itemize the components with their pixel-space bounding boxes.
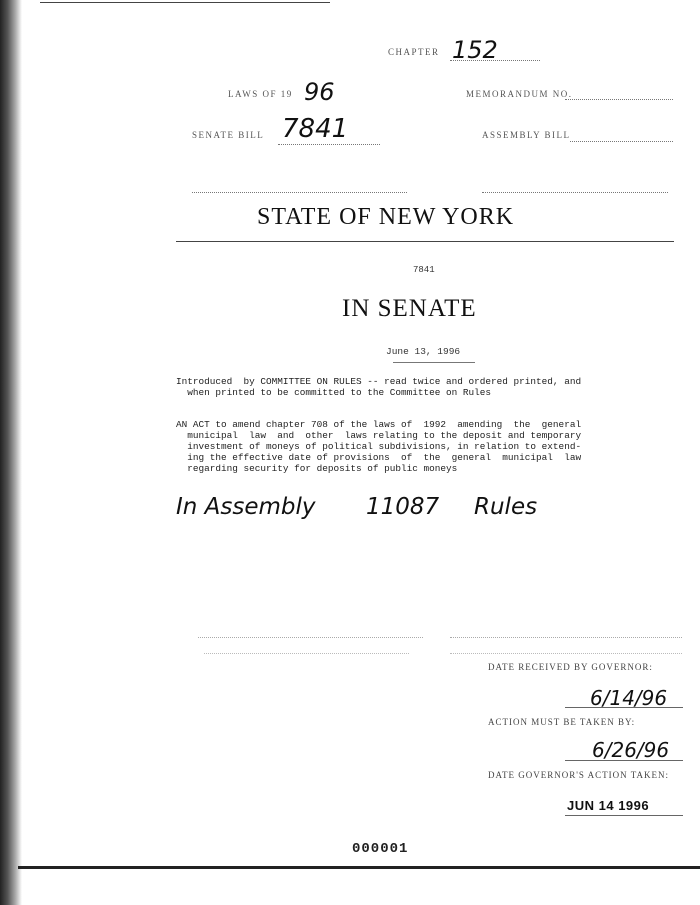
handwritten-assembly-number: 11087: [366, 494, 440, 520]
chamber-title: IN SENATE: [342, 295, 477, 322]
act-line-5: regarding security for deposits of public moneys: [176, 463, 458, 474]
introduced-line-1: Introduced by COMMITTEE ON RULES -- read twice and ordered printed, and: [176, 376, 582, 387]
laws-label: LAWS OF 19: [228, 89, 293, 99]
chapter-label: CHAPTER: [388, 47, 440, 57]
senate-bill-label: SENATE BILL: [192, 130, 265, 140]
state-title: STATE OF NEW YORK: [257, 204, 515, 230]
handwritten-rules: Rules: [474, 494, 538, 520]
chapter-value: 152: [452, 36, 498, 64]
senate-bill-value: 7841: [282, 114, 349, 144]
lower-separator-left-2: [204, 653, 409, 654]
header-separator-right: [482, 192, 668, 193]
memorandum-label: MEMORANDUM NO.: [466, 89, 573, 99]
date-received-line: [565, 707, 683, 708]
chapter-line: [450, 60, 540, 61]
introduced-line-2: when printed to be committed to the Committee on Rules: [176, 387, 492, 398]
senate-bill-line: [278, 144, 380, 145]
action-deadline-line: [565, 760, 683, 761]
action-deadline-value: 6/26/96: [592, 738, 670, 762]
title-rule: [176, 241, 674, 242]
bill-number: 7841: [413, 265, 435, 275]
scan-top-rule: [40, 2, 330, 3]
lower-separator-right: [450, 637, 682, 638]
page-number: 000001: [352, 841, 409, 857]
assembly-bill-line: [570, 141, 673, 142]
scan-binding-edge: [0, 0, 22, 905]
act-line-2: municipal law and other laws relating to the deposit and temporary: [176, 430, 582, 441]
memorandum-line: [565, 99, 673, 100]
action-deadline-label: ACTION MUST BE TAKEN BY:: [488, 717, 636, 727]
laws-value: 96: [304, 78, 335, 106]
act-line-1: AN ACT to amend chapter 708 of the laws of 1992 amending the general: [176, 419, 582, 430]
lower-separator-left: [198, 637, 423, 638]
handwritten-in-assembly: In Assembly: [176, 494, 316, 520]
scan-bottom-edge: [18, 866, 700, 869]
act-line-4: ing the effective date of provisions of the general municipal law: [176, 452, 582, 463]
date-received-label: DATE RECEIVED BY GOVERNOR:: [488, 662, 653, 672]
act-line-3: investment of moneys of political subdivisions, in relation to extend-: [176, 441, 582, 452]
header-separator-left: [192, 192, 407, 193]
bill-date: June 13, 1996: [386, 346, 461, 357]
lower-separator-right-2: [450, 653, 682, 654]
action-taken-line: [565, 815, 683, 816]
action-taken-stamp: JUN 14 1996: [567, 798, 650, 813]
date-received-value: 6/14/96: [590, 686, 668, 710]
date-rule: [393, 362, 475, 363]
assembly-bill-label: ASSEMBLY BILL: [482, 130, 571, 140]
action-taken-label: DATE GOVERNOR'S ACTION TAKEN:: [488, 770, 669, 780]
